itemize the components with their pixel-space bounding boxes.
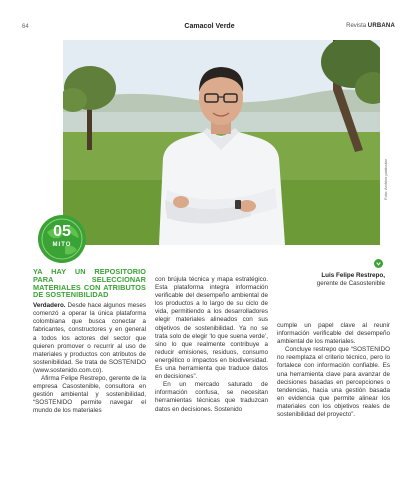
caption-marker-icon (374, 259, 383, 268)
paragraph-text: Desde hace algunos meses comenzó a operar la única plataforma colombiana que busca conectar a fabricantes, constructores y en general a todos los actores del sector que quieren promover o recurrir al uso de materiales y productos con atributos de sostenibilidad. Se trata de SOSTENIDO (www.sostenido.com.co). (33, 302, 146, 374)
article-column-2 (155, 276, 268, 414)
paragraph: Concluye restrepo que “SOSTENIDO no reemplaza el criterio técnico, pero lo fortalece con información confiable. Es una herramienta clave para avanzar de decisiones basadas en percepciones o tendencias, hacia una gestión basada en evidencia que permite alinear los materiales con los objetivos reales de sostenibilidad del proyecto”. (277, 346, 390, 419)
lead-word: Verdadero. (33, 302, 66, 310)
photo-credit: Foto: Archivo particular (383, 159, 388, 200)
paragraph: Afirma Felipe Restrepo, gerente de la empresa Casostenible, consultora en gestión ambiental y sostenibilidad, “SOSTENIDO permite navegar el mundo de los materiales (33, 375, 146, 415)
paragraph: En un mercado saturado de información confusa, se necesitan herramientas técnicas que traduzcan datos en decisiones. Sostenido (155, 381, 268, 413)
badge-label: MITO (52, 242, 72, 248)
photo-caption (277, 272, 385, 288)
magazine-brand: URBANA (367, 23, 395, 29)
caption-name: Luis Felipe Restrepo, (321, 272, 385, 279)
paragraph: cumple un papel clave al reunir información verificable del desempeño ambiental de los materiales. (277, 322, 390, 346)
magazine-name (346, 23, 395, 29)
caption-role: gerente de Casostenible (316, 280, 385, 287)
portrait-photo (63, 40, 380, 245)
paragraph (33, 302, 146, 375)
article-column-1 (33, 268, 146, 416)
badge-number: 05 (53, 223, 71, 240)
magazine-prefix: Revista (346, 23, 367, 29)
section-title: Camacol Verde (184, 23, 235, 30)
article-headline: YA HAY UN REPOSITORIO PARA SELECCIONAR MATERIALES CON ATRIBUTOS DE SOSTENIBILIDAD (33, 267, 146, 300)
page-header (0, 0, 419, 40)
paragraph: con brújula técnica y mapa estratégico. Esta plataforma integra información verificable del desempeño ambiental de los productos a lo largo de su ciclo de vida, permitiendo a los desarrolladores elegir materiales alineados con sus objetivos de sostenibilidad. Ya no se trata solo de elegir ‘lo que suena verde’, sino lo que realmente contribuye a reducir emisiones, residuos, consumo energético o impactos en biodiversidad. Es una herramienta que traduce datos en decisiones”. (155, 276, 268, 381)
page-number: 64 (22, 24, 29, 30)
article-column-3 (277, 322, 390, 419)
portrait-illustration (63, 40, 380, 245)
